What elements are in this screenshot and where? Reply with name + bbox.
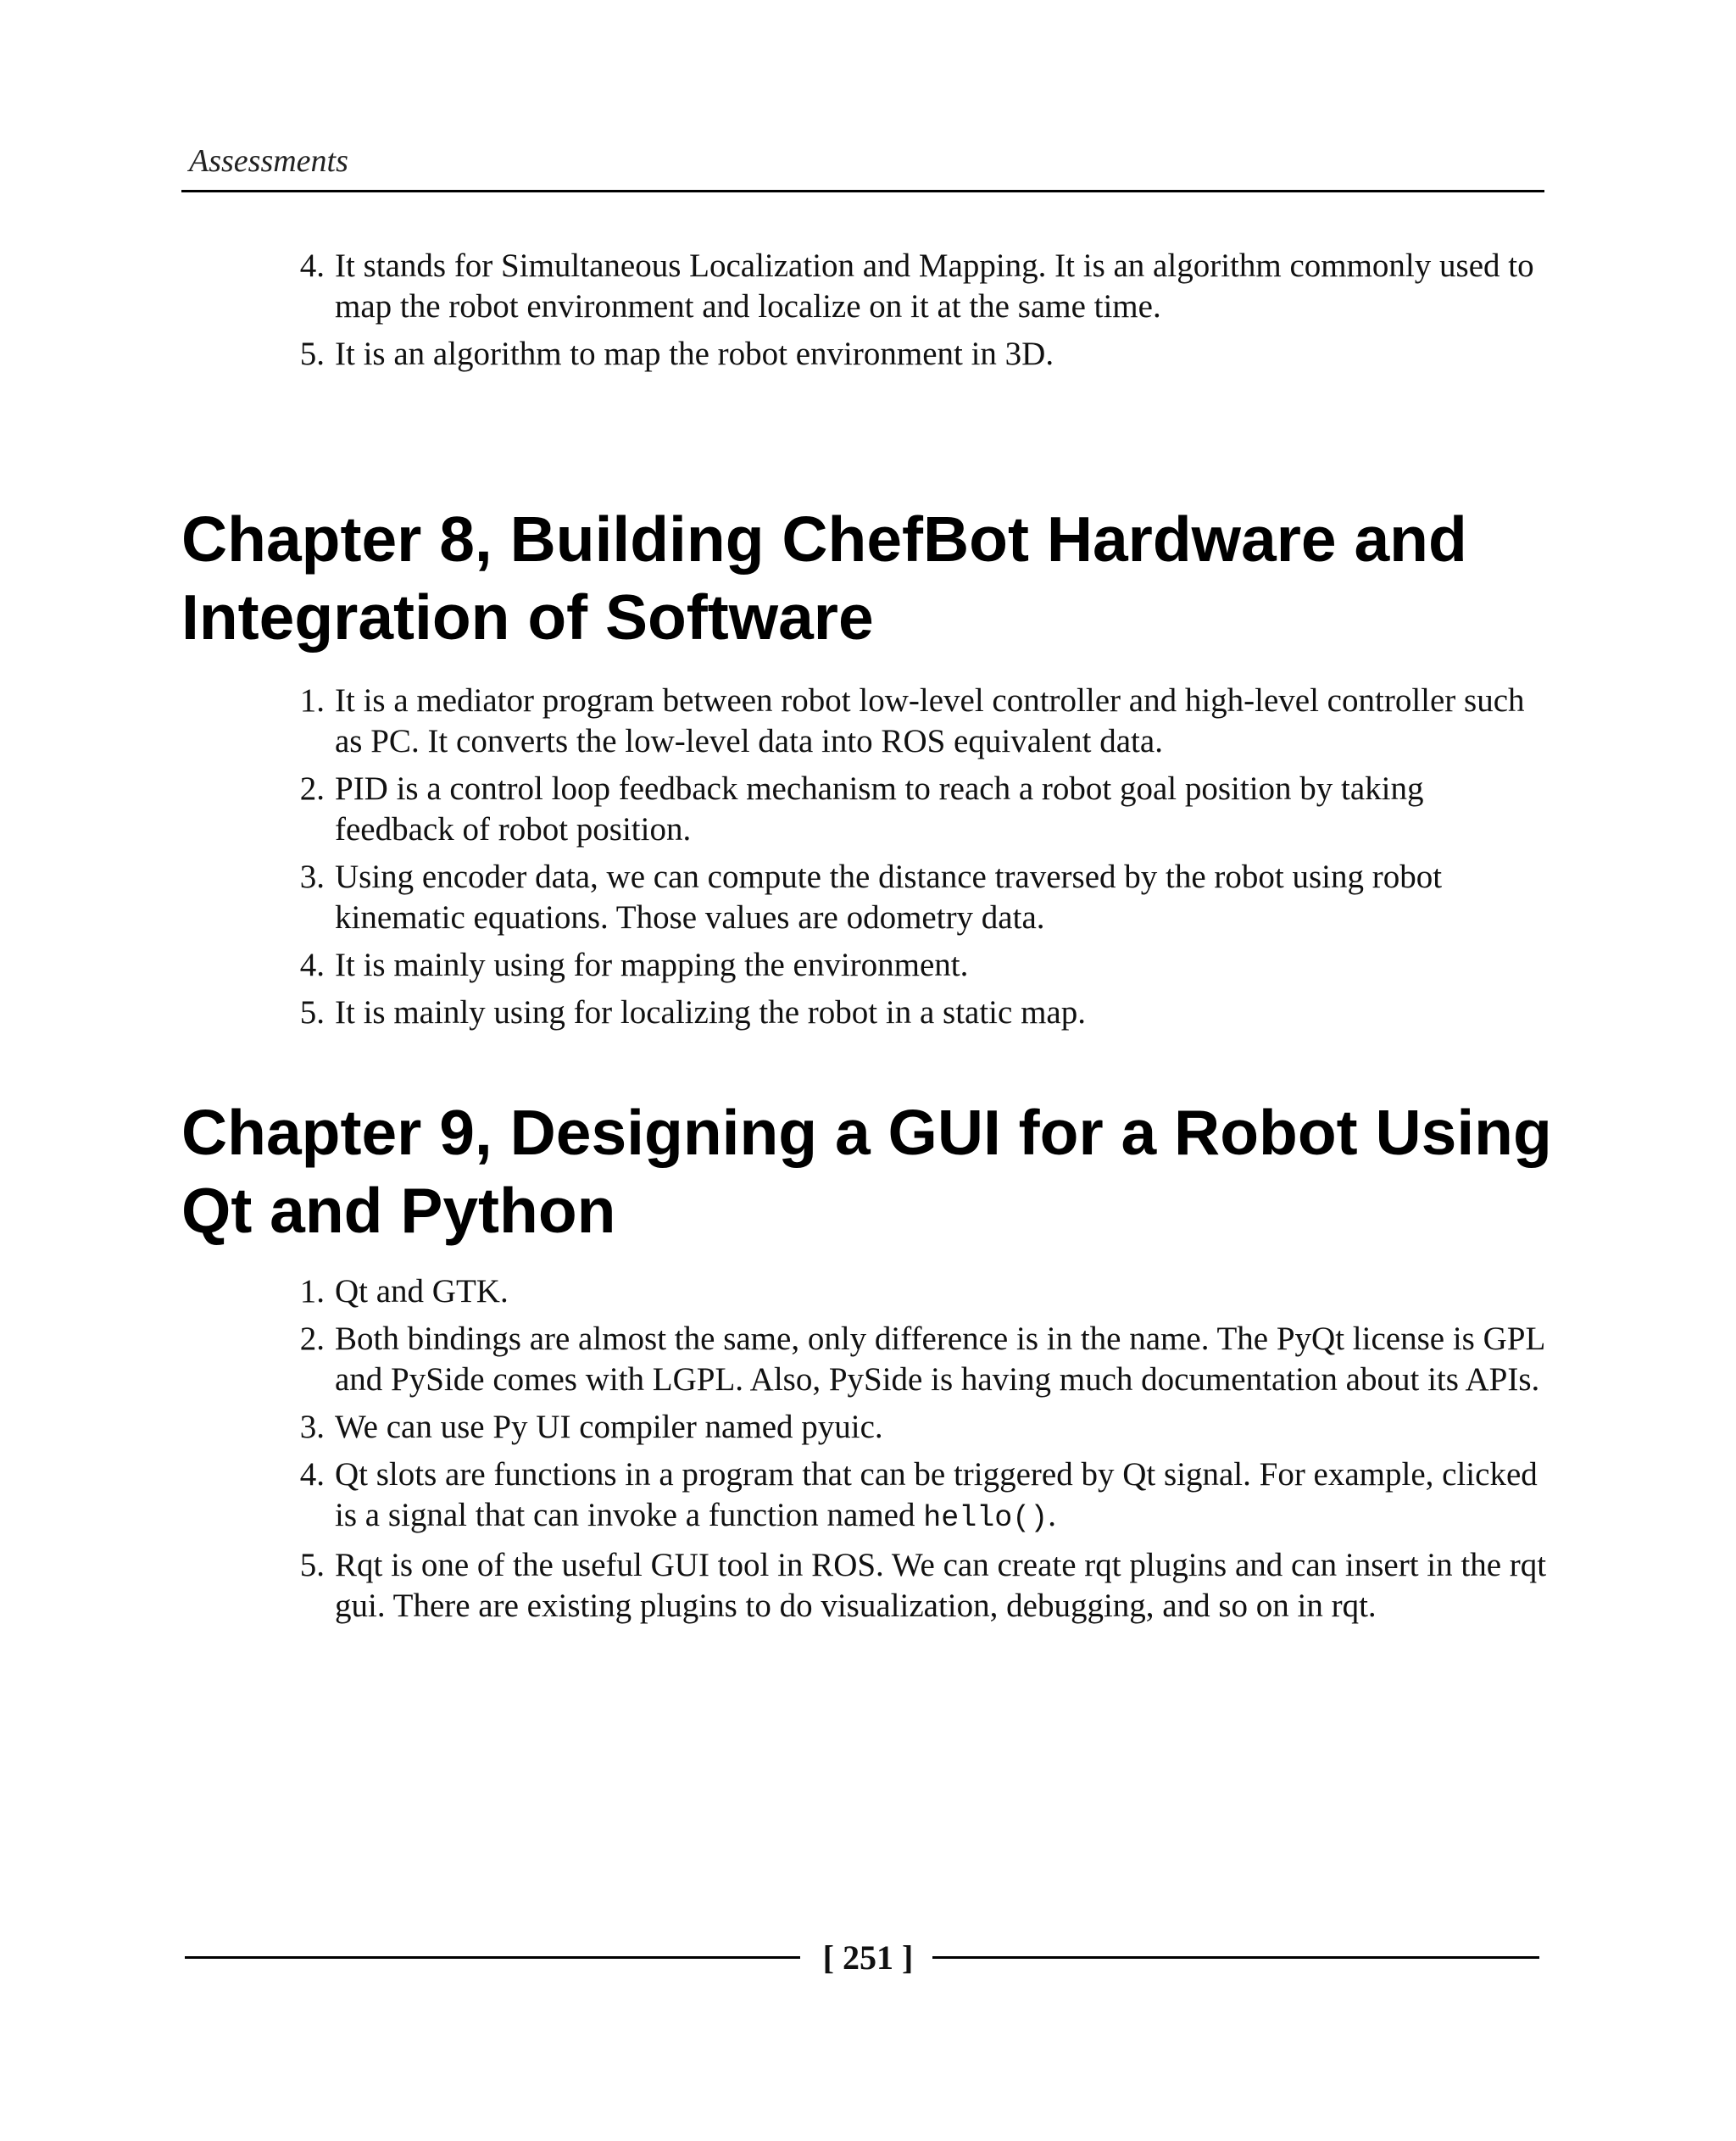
top-answer-list [299, 246, 1547, 381]
list-item [299, 246, 1547, 327]
header-rule [181, 190, 1544, 192]
list-item [299, 769, 1547, 850]
list-item-number: 4. [299, 1456, 325, 1493]
list-item [299, 681, 1547, 762]
list-item-number: 4. [299, 247, 325, 284]
list-item [299, 993, 1547, 1033]
list-item [299, 857, 1547, 938]
list-item-text: It is mainly using for mapping the environment. [335, 947, 969, 983]
chapter-8-answer-list [299, 681, 1547, 1040]
list-item-text: Using encoder data, we can compute the distance traversed by the robot using robot kinematic equations. Those values are odometry data. [335, 859, 1443, 936]
inline-code: hello() [923, 1501, 1049, 1535]
list-item-text: Rqt is one of the useful GUI tool in ROS. We can create rqt plugins and can insert in the rqt gui. There are existing plugins to do visualization, debugging, and so on in rqt. [335, 1547, 1547, 1624]
list-item-number: 3. [299, 859, 325, 895]
list-item [299, 334, 1547, 375]
list-item [299, 1545, 1547, 1627]
list-item-text: PID is a control loop feedback mechanism to reach a robot goal position by taking feedback of robot position. [335, 770, 1424, 848]
list-item-number: 5. [299, 994, 325, 1031]
list-item-number: 1. [299, 1273, 325, 1310]
list-item-text: It is a mediator program between robot low-level controller and high-level controller such as PC. It converts the low-level data into ROS equivalent data. [335, 682, 1525, 759]
list-item-text: It is mainly using for localizing the robot in a static map. [335, 994, 1086, 1031]
list-item-text: Qt slots are functions in a program that can be triggered by Qt signal. For example, clicked is a signal that can invoke a function named [335, 1456, 1538, 1533]
list-item-text: Both bindings are almost the same, only difference is in the name. The PyQt license is GPL and PySide comes with LGPL. Also, PySide is having much documentation about its APIs. [335, 1321, 1544, 1398]
page-footer [181, 1932, 1544, 1983]
chapter-9-heading: Chapter 9, Designing a GUI for a Robot Using Qt and Python [181, 1097, 1552, 1246]
footer-rule-right [932, 1956, 1539, 1959]
list-item-text-end: . [1048, 1497, 1056, 1533]
list-item [299, 1454, 1547, 1538]
list-item-number: 1. [299, 682, 325, 719]
running-header: Assessments [189, 143, 348, 179]
list-item [299, 1271, 1547, 1312]
list-item-number: 5. [299, 1547, 325, 1583]
list-item-text: It is an algorithm to map the robot environment in 3D. [335, 336, 1054, 372]
list-item [299, 1319, 1547, 1400]
list-item-number: 3. [299, 1409, 325, 1445]
list-item-text: We can use Py UI compiler named pyuic. [335, 1409, 883, 1445]
chapter-8-heading: Chapter 8, Building ChefBot Hardware and Integration of Software [181, 503, 1467, 653]
footer-rule-left [185, 1956, 800, 1959]
list-item-number: 4. [299, 947, 325, 983]
list-item [299, 945, 1547, 986]
list-item-text: It stands for Simultaneous Localization and Mapping. It is an algorithm commonly used to map the robot environment and localize on it at the same time. [335, 247, 1534, 325]
chapter-9-answer-list [299, 1271, 1547, 1633]
list-item [299, 1407, 1547, 1448]
list-item-number: 5. [299, 336, 325, 372]
list-item-number: 2. [299, 770, 325, 807]
page-number: [ 251 ] [822, 1938, 914, 1977]
list-item-text: Qt and GTK. [335, 1273, 509, 1310]
list-item-number: 2. [299, 1321, 325, 1357]
